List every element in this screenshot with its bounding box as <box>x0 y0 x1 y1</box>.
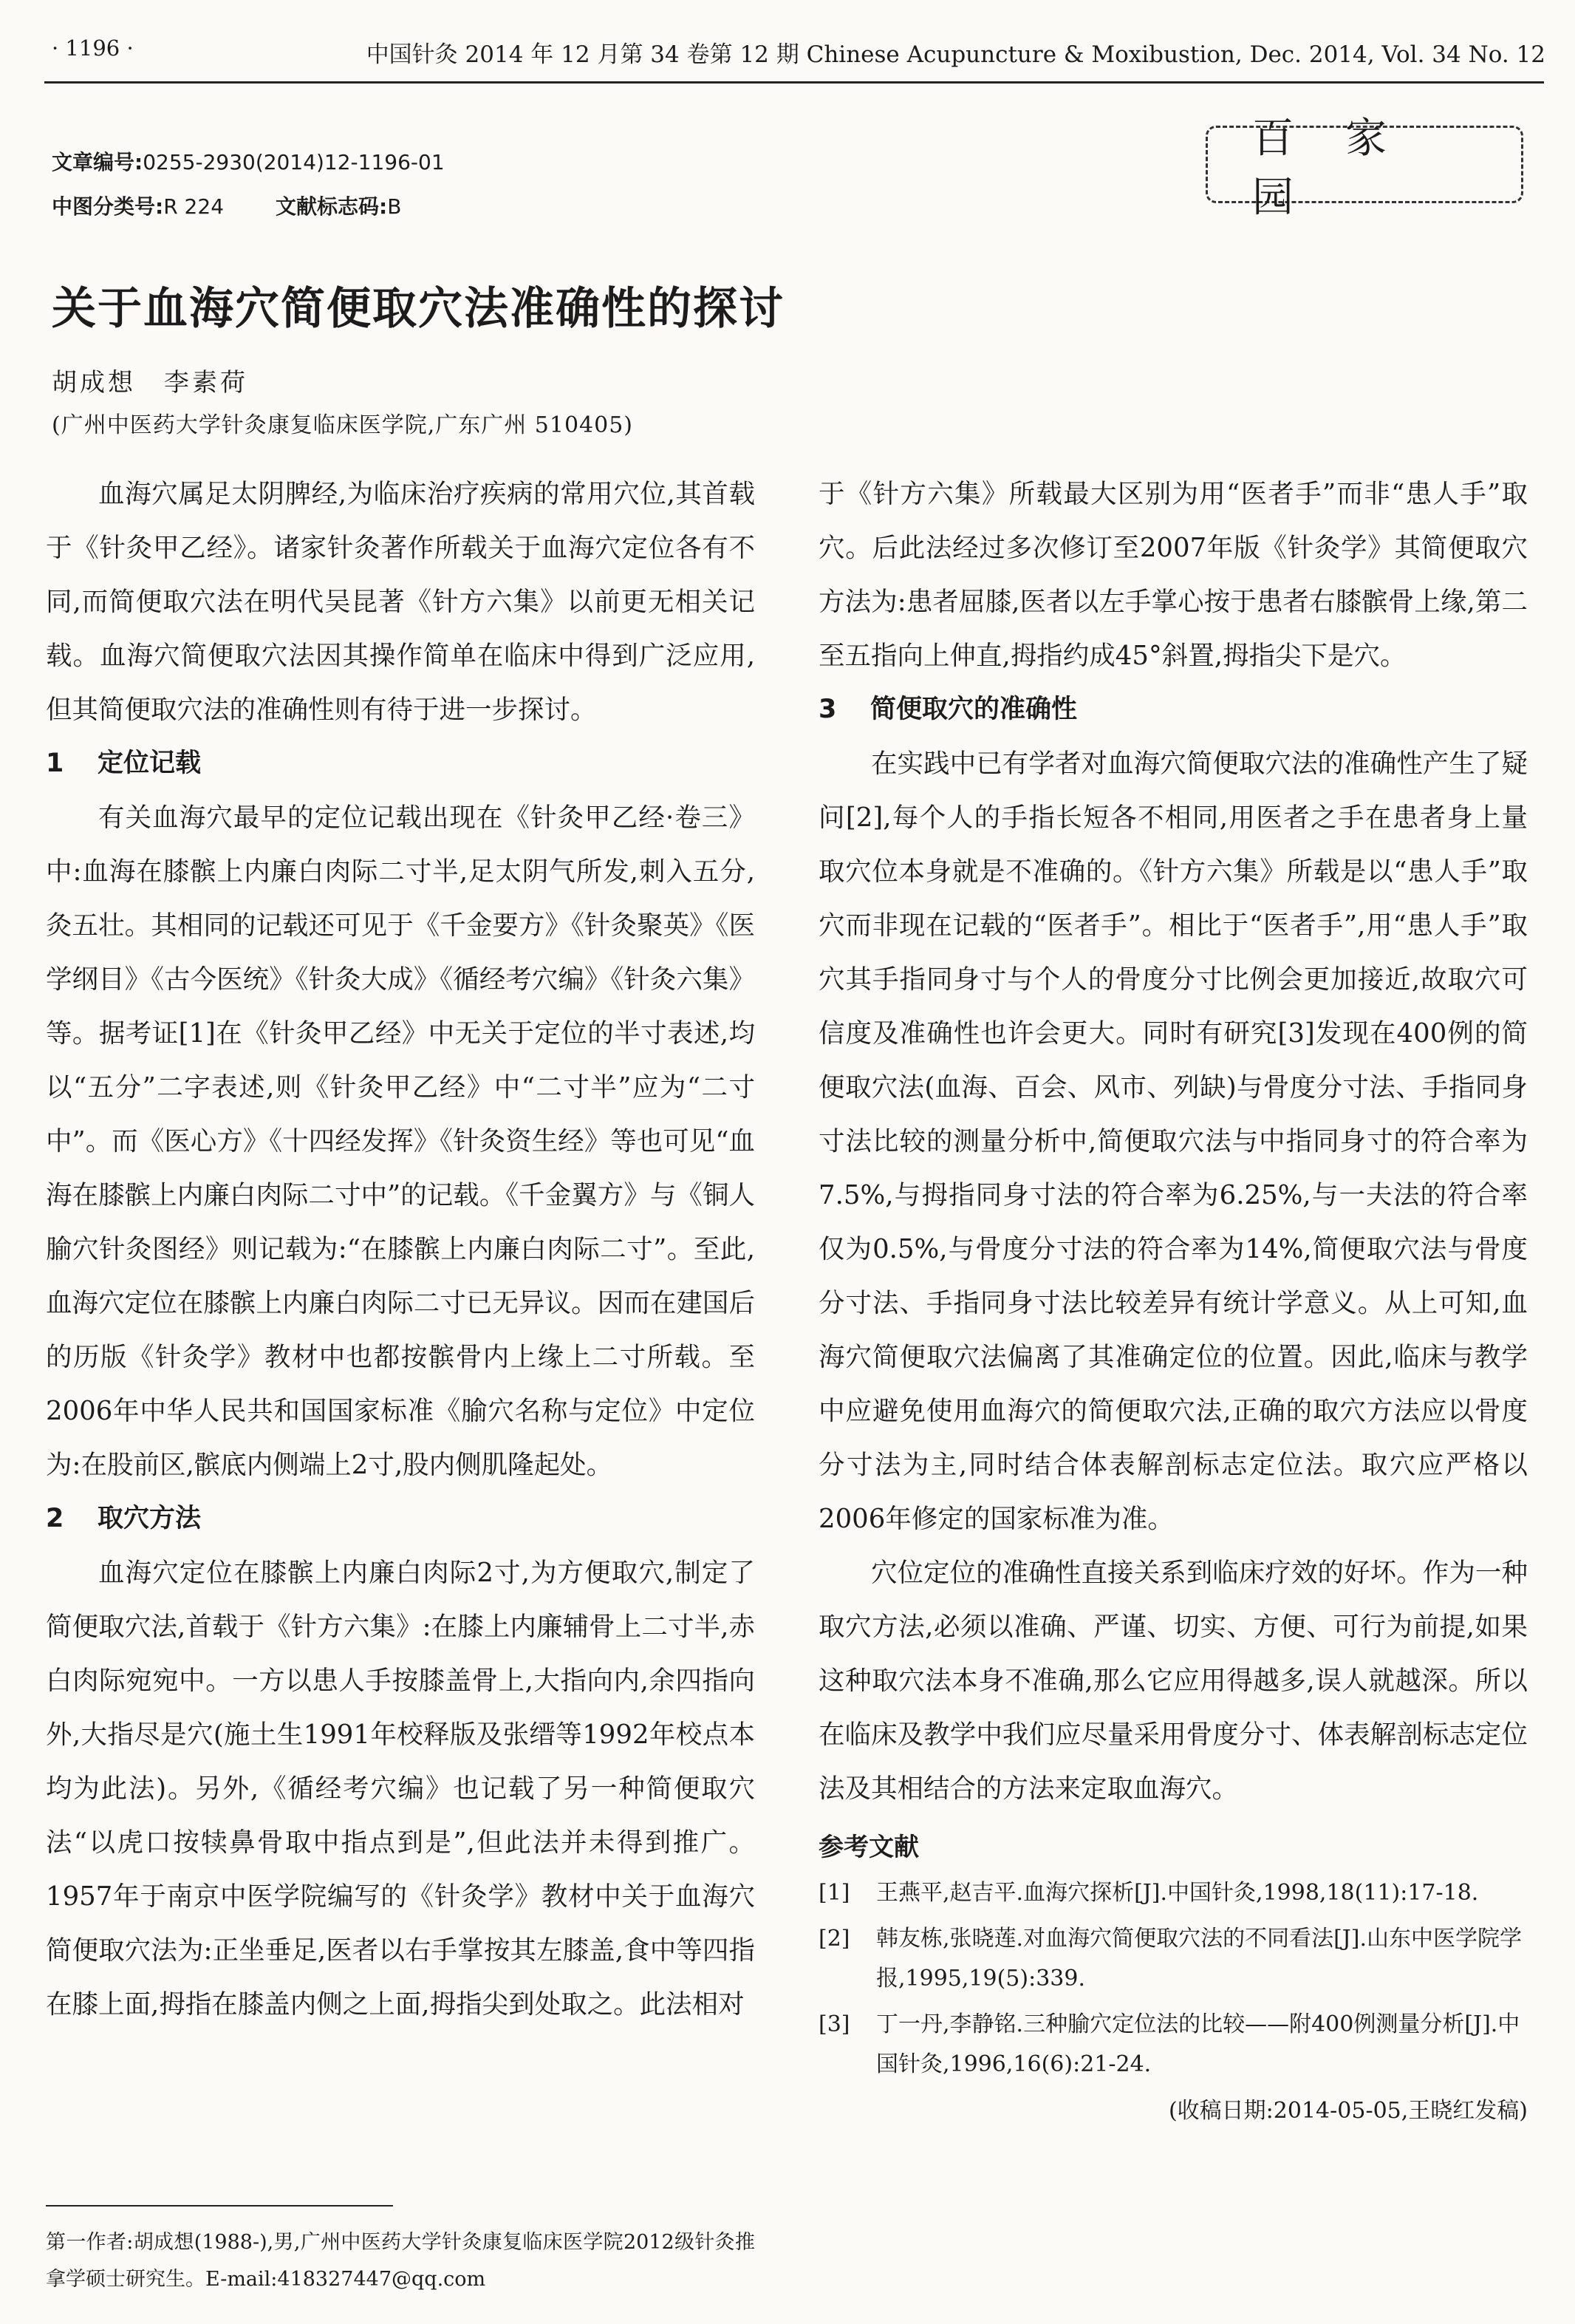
article-title: 关于血海穴简便取穴法准确性的探讨 <box>52 283 785 335</box>
header-rule <box>44 81 1544 84</box>
journal-header: 中国针灸 2014 年 12 月第 34 卷第 12 期 Chinese Acupuncture & Moxibustion, Dec. 2014, Vol. 34 No. 12 <box>366 41 1545 68</box>
section-1-heading: 1 定位记载 <box>46 749 202 778</box>
received-date: (收稿日期:2014-05-05,王晓红发稿) <box>1168 2098 1528 2124</box>
section-2-paragraph: 血海穴定位在膝髌上内廉白肉际2寸,为方便取穴,制定了简便取穴法,首载于《针方六集》:在膝上内廉辅骨上二寸半,赤白肉际宛宛中。一方以患人手按膝盖骨上,大指向内,余四指向外,大指尽是穴(施土生1991年校释版及张缙等1992年校点本均为此法)。另外,《循经考穴编》也记载了另一种简便取穴法“以虎口按犊鼻骨取中指点到是”,但此法并未得到推广。1957年于南京中医学院编写的《针灸学》教材中关于血海穴简便取穴法为:正坐垂足,医者以右手掌按其左膝盖,食中等四指在膝上面,拇指在膝盖内侧之上面,拇指尖到处取之。此法相对 <box>46 1558 755 2020</box>
section-1-paragraph: 有关血海穴最早的定位记载出现在《针灸甲乙经·卷三》中:血海在膝髌上内廉白肉际二寸半,足太阴气所发,刺入五分,灸五壮。其相同的记载还可见于《千金要方》《针灸聚英》《医学纲目》《古今医统》《针灸大成》《循经考穴编》《针灸六集》等。据考证[1]在《针灸甲乙经》中无关于定位的半寸表述,均以“五分”二字表述,则《针灸甲乙经》中“二寸半”应为“二寸中”。而《医心方》《十四经发挥》《针灸资生经》等也可见“血海在膝髌上内廉白肉际二寸中”的记载。《千金翼方》与《铜人腧穴针灸图经》则记载为:“在膝髌上内廉白肉际二寸”。至此,血海穴定位在膝髌上内廉白肉际二寸已无异议。因而在建国后的历版《针灸学》教材中也都按髌骨内上缘上二寸所载。至2006年中华人民共和国国家标准《腧穴名称与定位》中定位为:在股前区,髌底内侧端上2寸,股内侧肌隆起处。 <box>46 803 755 1480</box>
section-2-heading: 2 取穴方法 <box>46 1504 202 1533</box>
reference-item: [2] 韩友栋,张晓莲.对血海穴简便取穴法的不同看法[J].山东中医学院学报,1995,19(5):339. <box>819 1926 1523 1991</box>
section-3-heading: 3 简便取穴的准确性 <box>819 695 1078 724</box>
classification-line <box>52 191 401 220</box>
reference-item: [3] 丁一丹,李静铭.三种腧穴定位法的比较——附400例测量分析[J].中国针灸,1996,16(6):21-24. <box>819 2011 1520 2077</box>
column-badge: 百家园 <box>1206 126 1523 203</box>
clc-code: R 224 <box>163 194 225 219</box>
footnote-rule <box>46 2205 393 2207</box>
page-number: · 1196 · <box>52 35 134 61</box>
right-column <box>819 467 1528 2132</box>
references-heading: 参考文献 <box>819 1833 919 1862</box>
doc-code-label: 文献标志码: <box>276 194 388 219</box>
authors: 胡成想 李素荷 <box>52 368 248 398</box>
section-3-paragraph-1: 在实践中已有学者对血海穴简便取穴法的准确性产生了疑问[2],每个人的手指长短各不相同,用医者之手在患者身上量取穴位本身就是不准确的。《针方六集》所载是以“患人手”取穴而非现在记载的“医者手”。相比于“医者手”,用“患人手”取穴其手指同身寸与个人的骨度分寸比例会更加接近,故取穴可信度及准确性也许会更大。同时有研究[3]发现在400例的简便取穴法(血海、百会、风市、列缺)与骨度分寸法、手指同身寸法比较的测量分析中,简便取穴法与中指同身寸的符合率为7.5%,与拇指同身寸法的符合率为6.25%,与一夫法的符合率仅为0.5%,与骨度分寸法的符合率为14%,简便取穴法与骨度分寸法、手指同身寸法比较差异有统计学意义。从上可知,血海穴简便取穴法偏离了其准确定位的位置。因此,临床与教学中应避免使用血海穴的简便取穴法,正确的取穴方法应以骨度分寸法为主,同时结合体表解剖标志定位法。取穴应严格以2006年修定的国家标准为准。 <box>819 749 1528 1534</box>
reference-item: [1] 王燕平,赵吉平.血海穴探析[J].中国针灸,1998,18(11):17-18. <box>819 1880 1479 1906</box>
article-number-line <box>52 146 445 176</box>
article-number: 0255-2930(2014)12-1196-01 <box>143 150 445 174</box>
section-2-paragraph-continued: 于《针方六集》所载最大区别为用“医者手”而非“患人手”取穴。后此法经过多次修订至2007年版《针灸学》其简便取穴方法为:患者屈膝,医者以左手掌心按于患者右膝髌骨上缘,第二至五指向上伸直,拇指约成45°斜置,拇指尖下是穴。 <box>819 479 1528 671</box>
intro-paragraph: 血海穴属足太阴脾经,为临床治疗疾病的常用穴位,其首载于《针灸甲乙经》。诸家针灸著作所载关于血海穴定位各有不同,而简便取穴法在明代吴昆著《针方六集》以前更无相关记载。血海穴简便取穴法因其操作简单在临床中得到广泛应用,但其简便取穴法的准确性则有待于进一步探讨。 <box>46 479 755 725</box>
clc-label: 中图分类号: <box>52 194 164 219</box>
doc-code: B <box>387 194 402 219</box>
left-column <box>46 467 755 2031</box>
affiliation: (广州中医药大学针灸康复临床医学院,广东广州 510405) <box>52 412 634 438</box>
section-3-paragraph-2: 穴位定位的准确性直接关系到临床疗效的好坏。作为一种取穴方法,必须以准确、严谨、切实、方便、可行为前提,如果这种取穴法本身不准确,那么它应用得越多,误人就越深。所以在临床及教学中我们应尽量采用骨度分寸、体表解剖标志定位法及其相结合的方法来定取血海穴。 <box>819 1558 1528 1804</box>
article-number-label: 文章编号: <box>52 150 143 174</box>
author-footnote: 第一作者:胡成想(1988-),男,广州中医药大学针灸康复临床医学院2012级针灸推拿学硕士研究生。E-mail:418327447@qq.com <box>46 2231 755 2291</box>
